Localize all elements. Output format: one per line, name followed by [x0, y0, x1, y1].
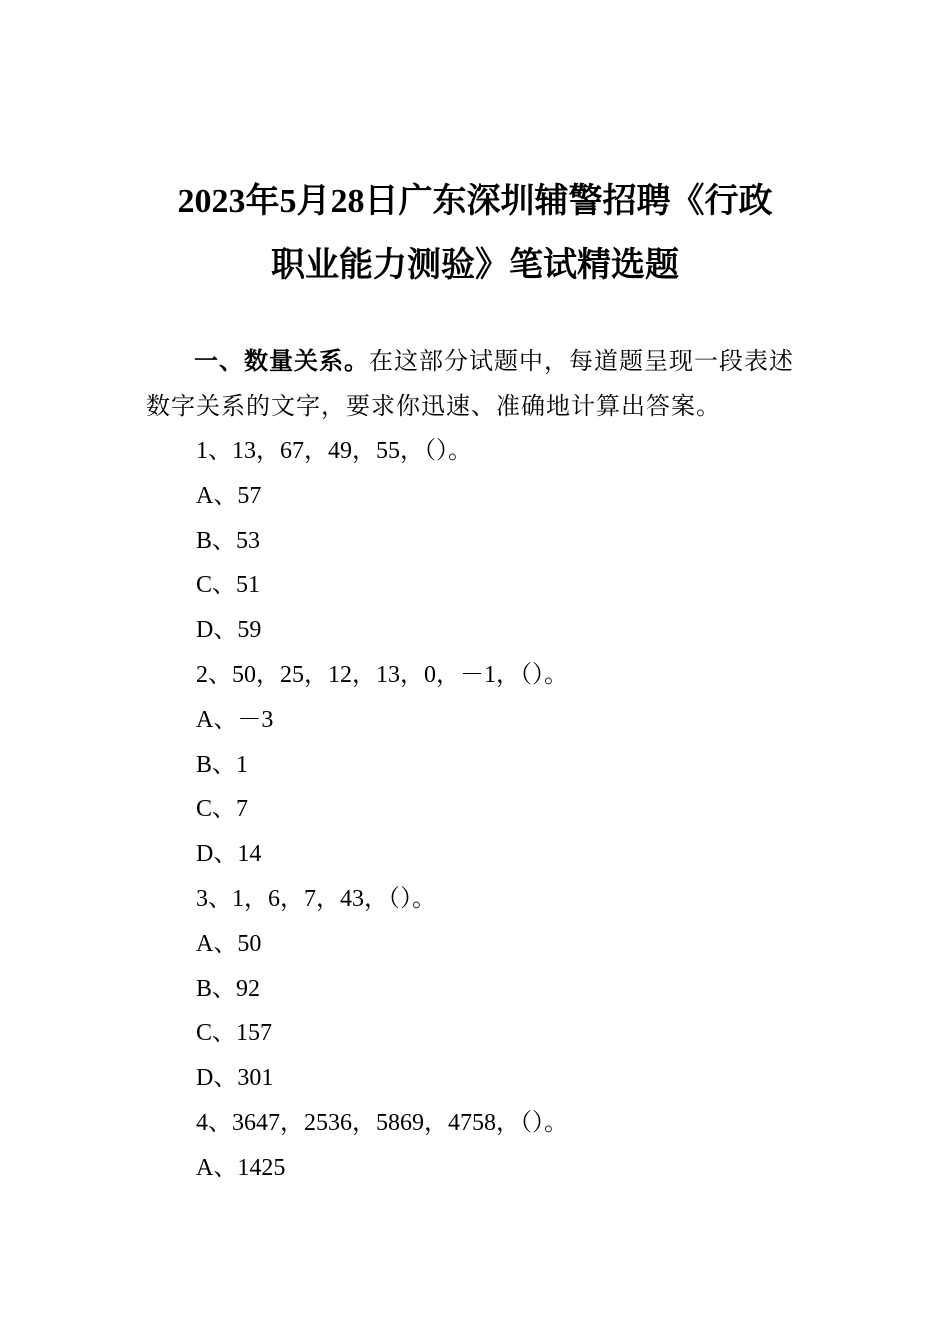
question-3: 3、1，6，7，43，（）。	[196, 885, 436, 912]
question-2-option-b: B、1	[196, 751, 249, 778]
question-4-option-a: A、1425	[196, 1154, 286, 1181]
section-intro-text: 在这部分试题中，每道题呈现一段表述数字关系的文字，要求你迅速、准确地计算出答案。	[146, 349, 794, 420]
question-1: 1、13，67，49，55，（）。	[196, 438, 472, 464]
question-1-option-d: D、59	[196, 617, 262, 644]
question-2-option-c: C、7	[196, 796, 249, 823]
question-4: 4、3647，2536，5869，4758，（）。	[196, 1109, 568, 1136]
question-2-option-a: A、－3	[196, 706, 274, 733]
title-line-2: 职业能力测验》笔试精选题	[271, 247, 679, 284]
question-1-option-c: C、51	[196, 572, 261, 599]
question-2-option-d: D、14	[196, 841, 262, 868]
section-intro	[146, 340, 810, 430]
question-list	[196, 429, 816, 1191]
title-line-1: 2023年5月28日广东深圳辅警招聘《行政	[177, 183, 773, 220]
document-title	[140, 170, 810, 298]
question-1-option-a: A、57	[196, 482, 262, 509]
question-3-option-a: A、50	[196, 930, 262, 957]
question-3-option-c: C、157	[196, 1020, 273, 1047]
question-2: 2、50，25，12，13，0，－1，（）。	[196, 661, 568, 688]
section-heading: 一、数量关系。	[194, 349, 369, 375]
question-3-option-b: B、92	[196, 975, 261, 1002]
question-1-option-b: B、53	[196, 527, 261, 554]
question-3-option-d: D、301	[196, 1065, 274, 1092]
